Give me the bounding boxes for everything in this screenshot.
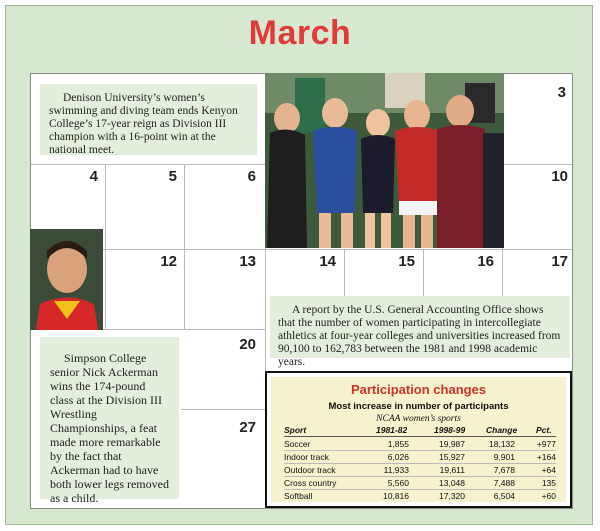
day-5: 5 [168, 168, 177, 185]
table-rule [284, 476, 556, 477]
participation-panel [271, 377, 566, 502]
participation-subtitle: Most increase in number of participants [328, 401, 509, 412]
day-27: 27 [239, 419, 256, 436]
cell-sport: Cross country [284, 478, 337, 488]
cell-1981: 6,026 [387, 452, 409, 462]
cell-change: 6,504 [493, 491, 515, 501]
denison-note [40, 84, 257, 155]
day-17: 17 [551, 253, 568, 270]
cell-sport: Soccer [284, 439, 311, 449]
grid-line [31, 249, 572, 250]
grid-line [344, 249, 345, 299]
ncaa-label: NCAA women’s sports [376, 414, 461, 424]
day-3: 3 [557, 84, 566, 101]
col-header-change: Change [486, 425, 518, 435]
wrestler-illustration [30, 229, 103, 330]
cell-pct: +164 [536, 452, 556, 462]
gao-note-text: A report by the U.S. General Accounting Office shows that the number of women participating in intercollegiate athletics at four-year colleges and universities increased from 90,100 to 162,783 between the 1981 and 1998 academic years. [278, 304, 561, 368]
cell-1998: 15,927 [439, 452, 465, 462]
cell-1981: 10,816 [383, 491, 409, 501]
col-header-1998: 1998-99 [434, 425, 466, 435]
cell-change: 7,488 [493, 478, 515, 488]
grid-line [181, 409, 266, 410]
wrestler-photo [30, 229, 103, 330]
cell-1998: 13,048 [439, 478, 465, 488]
day-20: 20 [239, 336, 256, 353]
col-header-sport: Sport [284, 425, 307, 435]
cell-sport: Softball [284, 491, 313, 501]
col-header-pct: Pct. [536, 425, 552, 435]
participation-title: Participation changes [350, 382, 487, 397]
day-4: 4 [89, 168, 98, 185]
cell-1981: 5,560 [387, 478, 409, 488]
month-title: March [248, 14, 352, 52]
day-12: 12 [160, 253, 177, 270]
day-14: 14 [319, 253, 336, 270]
swim-team-illustration [265, 73, 504, 248]
cell-sport: Outdoor track [284, 465, 336, 475]
day-16: 16 [477, 253, 494, 270]
day-10: 10 [551, 168, 568, 185]
col-header-1981: 1981-82 [376, 425, 408, 435]
swim-team-photo [265, 73, 504, 248]
day-15: 15 [398, 253, 415, 270]
table-rule [284, 463, 556, 464]
simpson-note-text: Simpson College senior Nick Ackerman wins the 174-pound class at the Division III Wrestling Championships, a feat made more remarkable by the fact that Ackerman had to have both lower legs removed as a child. [50, 351, 169, 505]
cell-change: 7,678 [493, 465, 515, 475]
simpson-note [40, 337, 179, 505]
cell-sport: Indoor track [284, 452, 329, 462]
grid-line [105, 164, 106, 329]
grid-line [423, 249, 424, 299]
cell-pct: +977 [536, 439, 556, 449]
cell-1998: 17,320 [439, 491, 465, 501]
cell-pct: +60 [541, 491, 556, 501]
cell-change: 18,132 [489, 439, 515, 449]
day-6: 6 [247, 168, 256, 185]
day-13: 13 [239, 253, 256, 270]
cell-1981: 1,855 [387, 439, 409, 449]
grid-line [184, 164, 185, 329]
denison-note-text: Denison University’s women’s swimming and diving team ends Kenyon College’s 17-year reign as Division III champion with a 16-point win at the national meet. [49, 92, 238, 156]
cell-1998: 19,987 [439, 439, 465, 449]
gao-note [270, 296, 570, 368]
table-rule [284, 436, 556, 437]
participation-box [265, 371, 572, 508]
table-rule [284, 450, 556, 451]
cell-1998: 19,611 [439, 465, 465, 475]
cell-1981: 11,933 [383, 465, 409, 475]
cell-pct: +64 [541, 465, 556, 475]
table-rule [284, 489, 556, 490]
cell-change: 9,901 [493, 452, 515, 462]
cell-pct: 135 [541, 478, 556, 488]
